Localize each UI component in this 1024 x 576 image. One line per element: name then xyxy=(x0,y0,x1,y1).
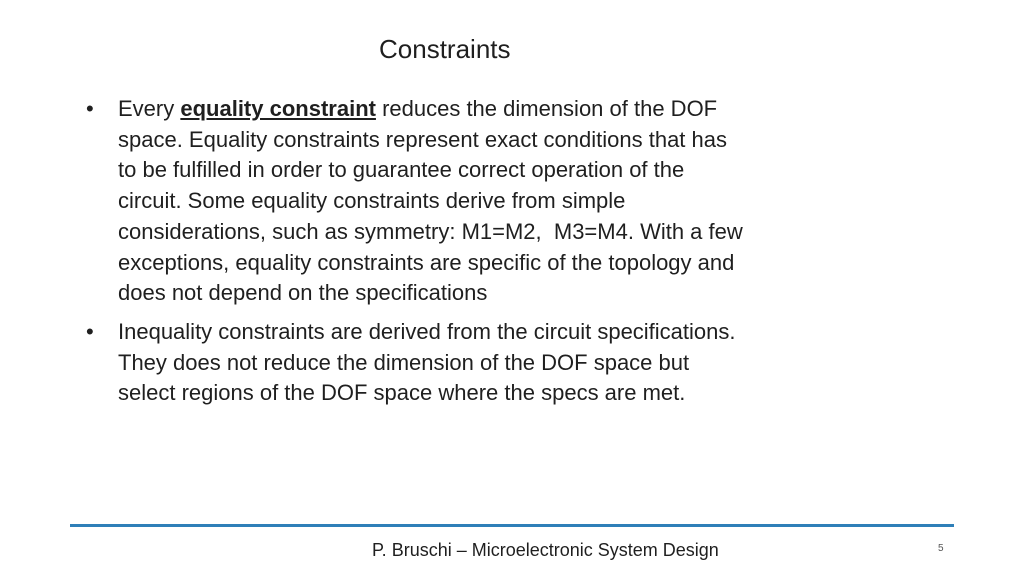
bullet-list xyxy=(86,94,886,417)
bullet-marker: • xyxy=(86,318,94,344)
bullet-item-equality xyxy=(86,94,886,309)
bullet-line: Inequality constraints are derived from the circuit specifications. xyxy=(118,318,736,344)
bullet-line: They does not reduce the dimension of the DOF space but xyxy=(118,349,690,375)
bullet-line-prefix: Every xyxy=(118,96,181,121)
bullet-line-suffix: reduces the dimension of the DOF xyxy=(375,96,718,121)
bullet-item-inequality xyxy=(86,317,886,409)
bullet-line: exceptions, equality constraints are specific of the topology and xyxy=(118,249,735,275)
footer-rule xyxy=(70,524,954,527)
footer-text: P. Bruschi – Microelectronic System Design xyxy=(372,540,719,560)
slide-title: Constraints xyxy=(379,34,511,64)
bullet-marker: • xyxy=(86,96,94,121)
bullet-line xyxy=(118,94,886,125)
bullet-line: to be fulfilled in order to guarantee correct operation of the xyxy=(118,157,685,183)
bullet-line: circuit. Some equality constraints derive from simple xyxy=(118,188,626,214)
page-number: 5 xyxy=(938,543,944,554)
bullet-line: space. Equality constraints represent exact conditions that has xyxy=(118,126,728,152)
bullet-line: select regions of the DOF space where the specs are met. xyxy=(118,380,686,406)
bullet-line: does not depend on the specifications xyxy=(118,280,488,306)
equality-constraint-emphasis: equality constraint xyxy=(180,96,376,121)
bullet-line: considerations, such as symmetry: M1=M2, M3=M4. With a few xyxy=(118,218,743,244)
